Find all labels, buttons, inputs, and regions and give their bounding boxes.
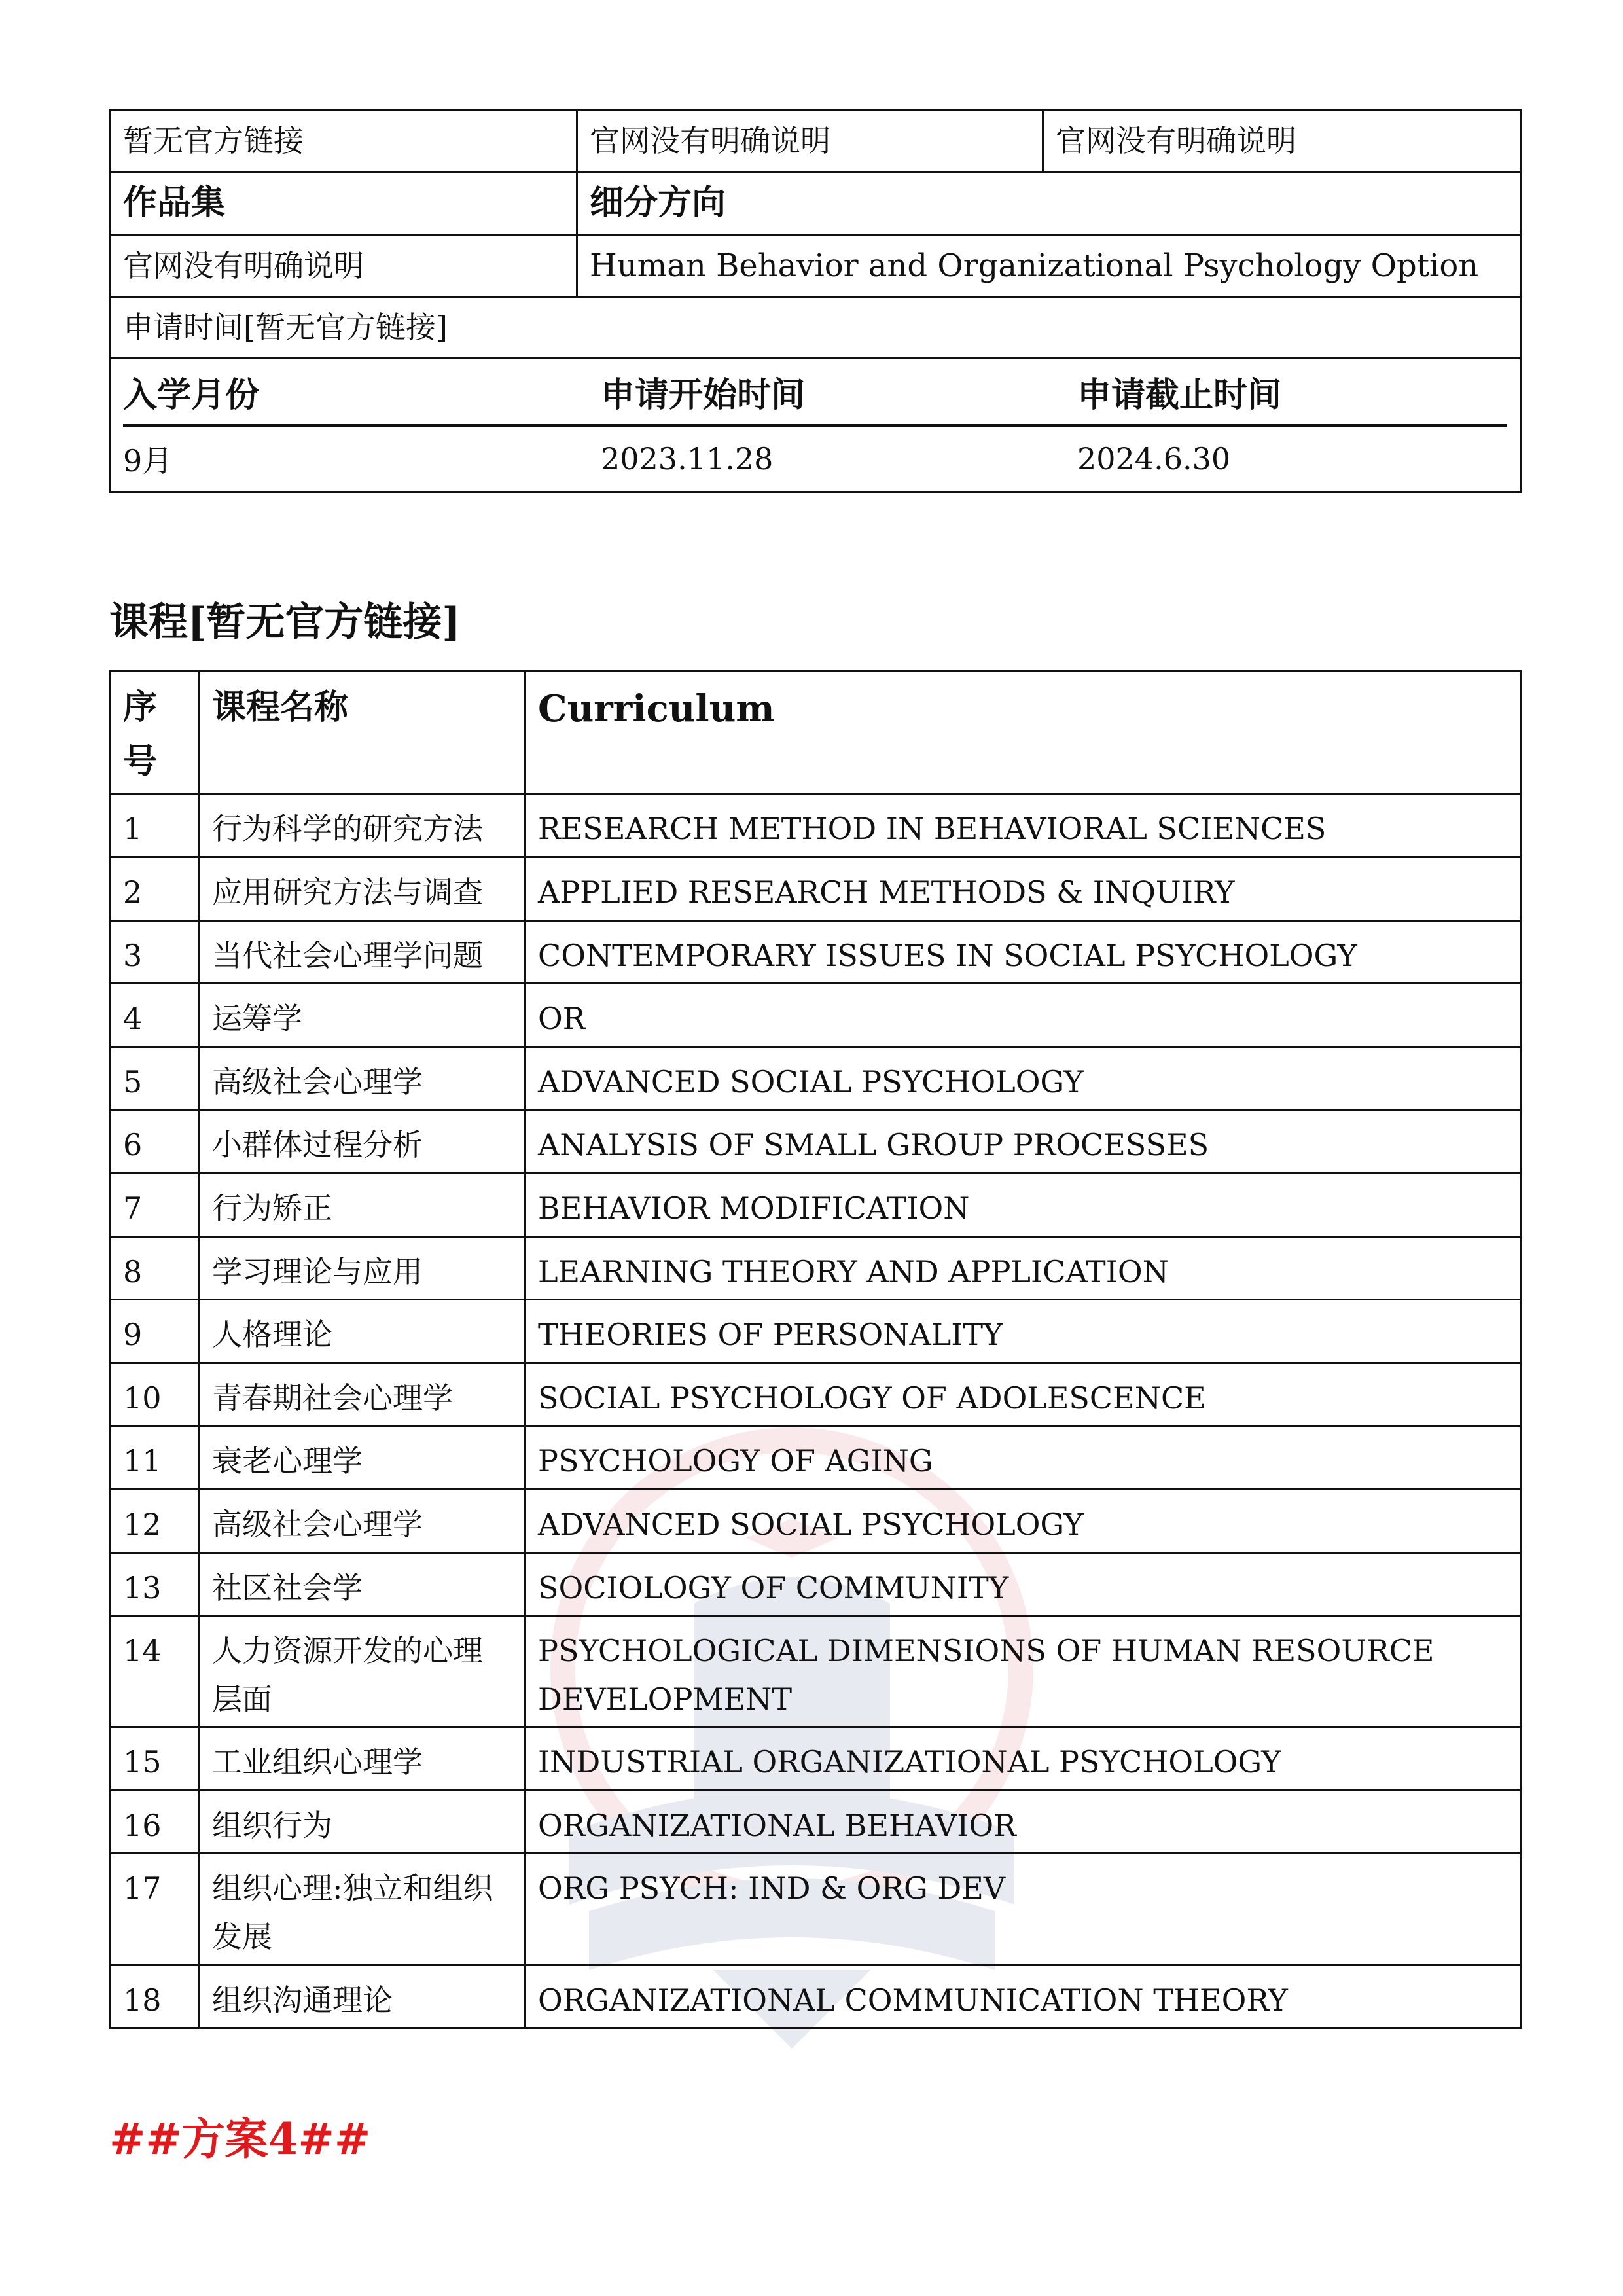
table-row (111, 1236, 1521, 1300)
course-name-cn: 运筹学 (200, 984, 526, 1047)
course-name-cn: 社区社会学 (200, 1552, 526, 1616)
application-start-value: 2023.11.28 (601, 441, 774, 476)
course-name-cn: 人力资源开发的心理层面 (200, 1616, 526, 1727)
course-table-header (111, 672, 1521, 794)
dates-values (123, 427, 1507, 491)
table-row (111, 1489, 1521, 1552)
intake-month-heading: 入学月份 (123, 374, 260, 415)
program-info-table (109, 109, 1522, 493)
course-name-cn: 组织心理:独立和组织发展 (200, 1854, 526, 1965)
table-row (111, 1552, 1521, 1616)
course-number: 1 (111, 794, 200, 857)
course-name-en: ORGANIZATIONAL COMMUNICATION THEORY (526, 1965, 1521, 2028)
course-name-cn: 行为矫正 (200, 1173, 526, 1236)
course-number: 5 (111, 1047, 200, 1110)
course-number: 15 (111, 1727, 200, 1791)
info-row-1 (111, 111, 1520, 173)
course-name-en: ORG PSYCH: IND & ORG DEV (526, 1854, 1521, 1965)
course-name-en: ADVANCED SOCIAL PSYCHOLOGY (526, 1489, 1521, 1552)
table-row (111, 1047, 1521, 1110)
course-number: 13 (111, 1552, 200, 1616)
table-row (111, 984, 1521, 1047)
table-row (111, 1173, 1521, 1236)
intake-month-value: 9月 (123, 443, 173, 478)
course-name-en: LEARNING THEORY AND APPLICATION (526, 1236, 1521, 1300)
specialization-heading: 细分方向 (576, 173, 1520, 234)
header-number: 序号 (111, 672, 200, 794)
table-row (111, 794, 1521, 857)
course-name-en: SOCIOLOGY OF COMMUNITY (526, 1552, 1521, 1616)
course-name-cn: 高级社会心理学 (200, 1047, 526, 1110)
table-row (111, 1426, 1521, 1490)
application-deadline-heading: 申请截止时间 (1077, 374, 1282, 415)
table-row (111, 857, 1521, 920)
course-number: 7 (111, 1173, 200, 1236)
table-row (111, 1854, 1521, 1965)
info-cell: 官网没有明确说明 (576, 111, 1042, 171)
portfolio-value: 官网没有明确说明 (123, 247, 364, 283)
info-row-4 (111, 298, 1520, 359)
header-curriculum: Curriculum (526, 672, 1521, 794)
course-number: 11 (111, 1426, 200, 1490)
course-name-cn: 行为科学的研究方法 (200, 794, 526, 857)
course-number: 14 (111, 1616, 200, 1727)
course-number: 16 (111, 1790, 200, 1854)
specialization-value: Human Behavior and Organizational Psychology Option (576, 236, 1520, 296)
course-number: 12 (111, 1489, 200, 1552)
dates-header (123, 359, 1507, 427)
course-number: 10 (111, 1363, 200, 1426)
course-name-en: ORGANIZATIONAL BEHAVIOR (526, 1790, 1521, 1854)
course-name-en: PSYCHOLOGY OF AGING (526, 1426, 1521, 1490)
plan-title: ##方案4## (109, 2113, 371, 2164)
info-row-3 (111, 236, 1520, 298)
info-row-2 (111, 173, 1520, 236)
course-name-en: PSYCHOLOGICAL DIMENSIONS OF HUMAN RESOURCE DEVELOPMENT (526, 1616, 1521, 1727)
course-name-cn: 小群体过程分析 (200, 1110, 526, 1174)
course-name-cn: 组织沟通理论 (200, 1965, 526, 2028)
application-time-label: 申请时间[暂无官方链接] (123, 309, 448, 345)
dates-table (111, 359, 1520, 491)
course-number: 3 (111, 920, 200, 984)
course-name-cn: 工业组织心理学 (200, 1727, 526, 1791)
course-name-en: CONTEMPORARY ISSUES IN SOCIAL PSYCHOLOGY (526, 920, 1521, 984)
table-row (111, 1965, 1521, 2028)
course-name-cn: 应用研究方法与调查 (200, 857, 526, 920)
table-row (111, 1790, 1521, 1854)
application-start-heading: 申请开始时间 (601, 374, 806, 415)
course-name-cn: 青春期社会心理学 (200, 1363, 526, 1426)
course-number: 2 (111, 857, 200, 920)
course-name-en: BEHAVIOR MODIFICATION (526, 1173, 1521, 1236)
course-name-cn: 人格理论 (200, 1300, 526, 1363)
course-name-en: INDUSTRIAL ORGANIZATIONAL PSYCHOLOGY (526, 1727, 1521, 1791)
table-row (111, 1363, 1521, 1426)
course-number: 6 (111, 1110, 200, 1174)
info-cell: 暂无官方链接 (123, 122, 304, 158)
course-name-cn: 当代社会心理学问题 (200, 920, 526, 984)
course-table-body (111, 794, 1521, 2028)
table-row (111, 1300, 1521, 1363)
course-number: 4 (111, 984, 200, 1047)
course-name-en: RESEARCH METHOD IN BEHAVIORAL SCIENCES (526, 794, 1521, 857)
course-name-en: ADVANCED SOCIAL PSYCHOLOGY (526, 1047, 1521, 1110)
course-name-cn: 衰老心理学 (200, 1426, 526, 1490)
course-name-en: OR (526, 984, 1521, 1047)
course-name-en: ANALYSIS OF SMALL GROUP PROCESSES (526, 1110, 1521, 1174)
table-row (111, 1110, 1521, 1174)
course-name-en: SOCIAL PSYCHOLOGY OF ADOLESCENCE (526, 1363, 1521, 1426)
application-deadline-value: 2024.6.30 (1077, 441, 1231, 476)
course-name-cn: 学习理论与应用 (200, 1236, 526, 1300)
course-number: 8 (111, 1236, 200, 1300)
course-name-en: APPLIED RESEARCH METHODS & INQUIRY (526, 857, 1521, 920)
course-name-cn: 组织行为 (200, 1790, 526, 1854)
table-row (111, 1616, 1521, 1727)
course-name-en: THEORIES OF PERSONALITY (526, 1300, 1521, 1363)
info-cell: 官网没有明确说明 (1042, 111, 1520, 171)
course-name-cn: 高级社会心理学 (200, 1489, 526, 1552)
table-row (111, 920, 1521, 984)
course-number: 9 (111, 1300, 200, 1363)
course-table (109, 670, 1522, 2029)
header-course-name: 课程名称 (200, 672, 526, 794)
course-number: 17 (111, 1854, 200, 1965)
table-row (111, 1727, 1521, 1791)
course-number: 18 (111, 1965, 200, 2028)
dates-row (111, 359, 1520, 491)
courses-title: 课程[暂无官方链接] (109, 600, 461, 645)
portfolio-heading: 作品集 (123, 183, 226, 223)
